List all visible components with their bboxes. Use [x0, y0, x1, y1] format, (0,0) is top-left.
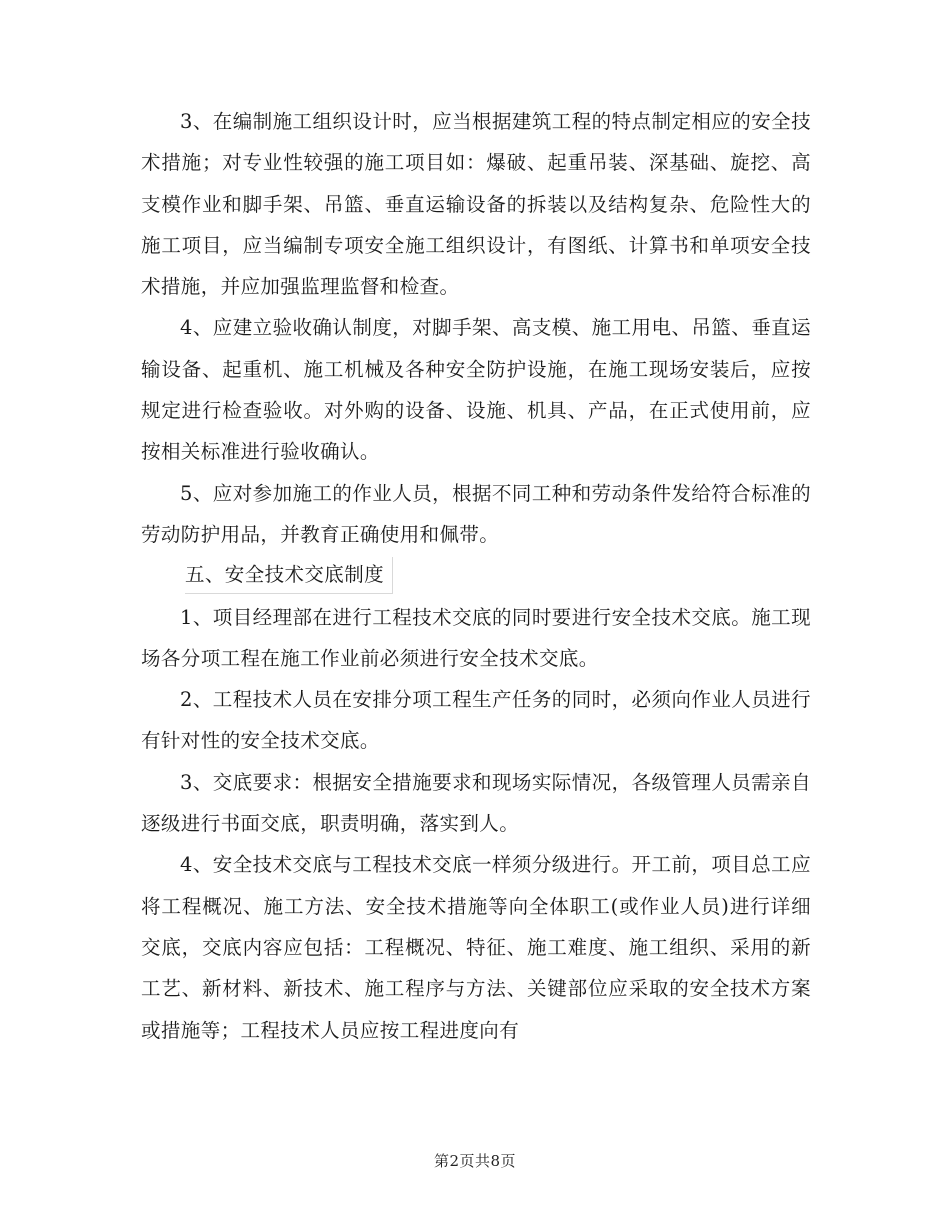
paragraph-item-5: 5、应对参加施工的作业人员，根据不同工种和劳动条件发给符合标准的劳动防护用品，并教育正确使用和佩带。 [141, 481, 811, 546]
section-heading: 五、安全技术交底制度 [185, 557, 393, 594]
paragraph-item-4: 4、应建立验收确认制度，对脚手架、高支模、施工用电、吊篮、垂直运输设备、起重机、施工机械及各种安全防护设施，在施工现场安装后，应按规定进行检查验收。对外购的设备、设施、机具、产品，在正式使用前，应按相关标准进行验收确认。 [141, 316, 811, 464]
section-paragraph-1: 1、项目经理部在进行工程技术交底的同时要进行安全技术交底。施工现场各分项工程在施工作业前必须进行安全技术交底。 [141, 605, 811, 670]
section-paragraph-4: 4、安全技术交底与工程技术交底一样须分级进行。开工前，项目总工应将工程概况、施工方法、安全技术措施等向全体职工(或作业人员)进行详细交底，交底内容应包括：工程概况、特征、施工难度、施工组织、采用的新工艺、新材料、新技术、施工程序与方法、关键部位应采取的安全技术方案或措施等；工程技术人员应按工程进度向有 [141, 853, 811, 1042]
page-number-footer: 第2页共8页 [433, 1152, 517, 1170]
paragraph-item-3: 3、在编制施工组织设计时，应当根据建筑工程的特点制定相应的安全技术措施；对专业性较强的施工项目如：爆破、起重吊装、深基础、旋挖、高支模作业和脚手架、吊篮、垂直运输设备的拆装以及结构复杂、危险性大的施工项目，应当编制专项安全施工组织设计，有图纸、计算书和单项安全技术措施，并应加强监理监督和检查。 [141, 110, 811, 299]
document-body [141, 101, 811, 1051]
section-paragraph-2: 2、工程技术人员在安排分项工程生产任务的同时，必须向作业人员进行有针对性的安全技术交底。 [141, 688, 811, 753]
section-paragraph-3: 3、交底要求：根据安全措施要求和现场实际情况，各级管理人员需亲自逐级进行书面交底，职责明确，落实到人。 [141, 770, 811, 836]
section-heading-row [141, 555, 811, 596]
